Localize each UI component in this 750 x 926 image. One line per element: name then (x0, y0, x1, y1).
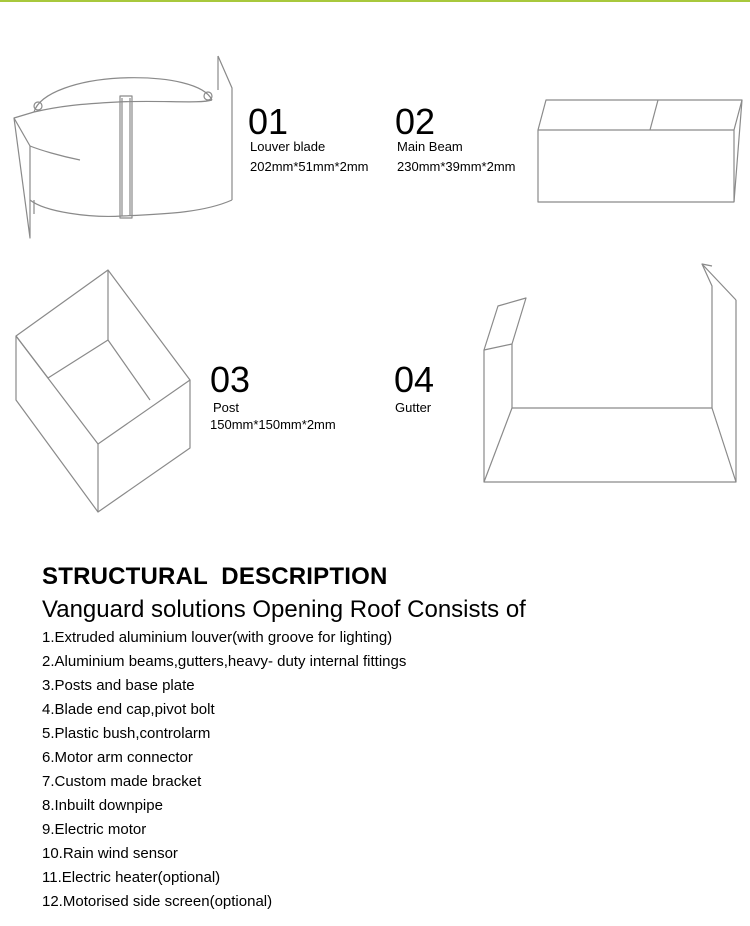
component-size: 230mm*39mm*2mm (397, 159, 516, 174)
list-item: 9.Electric motor (42, 821, 147, 838)
section-subheading: Vanguard solutions Opening Roof Consists of (42, 596, 526, 623)
list-item: 2.Aluminium beams,gutters,heavy- duty internal fittings (42, 653, 407, 670)
component-size: 202mm*51mm*2mm (250, 159, 369, 174)
list-item: 3.Posts and base plate (42, 677, 195, 694)
component-number: 04 (394, 359, 435, 400)
component-list (42, 626, 406, 914)
component-name: Main Beam (397, 139, 463, 154)
component-number: 03 (210, 359, 251, 400)
list-item: 11.Electric heater(optional) (42, 869, 221, 886)
component-size: 150mm*150mm*2mm (210, 417, 336, 432)
list-item: 10.Rain wind sensor (42, 845, 178, 862)
list-item: 12.Motorised side screen(optional) (42, 893, 273, 910)
component-number: 02 (395, 101, 436, 142)
component-name: Gutter (395, 400, 432, 415)
component-number: 01 (248, 101, 289, 142)
post-drawing (16, 270, 190, 512)
list-item: 5.Plastic bush,controlarm (42, 725, 211, 742)
list-item: 4.Blade end cap,pivot bolt (42, 701, 215, 718)
gutter-drawing (484, 264, 736, 482)
louver-blade-drawing (14, 56, 232, 238)
main-beam-drawing (538, 100, 742, 202)
section-heading: STRUCTURAL DESCRIPTION (42, 563, 388, 590)
list-item: 8.Inbuilt downpipe (42, 797, 163, 814)
list-item: 7.Custom made bracket (42, 773, 202, 790)
list-item: 6.Motor arm connector (42, 749, 193, 766)
component-name: Post (213, 400, 240, 415)
list-item: 1.Extruded aluminium louver(with groove for lighting) (42, 629, 393, 646)
component-name: Louver blade (250, 139, 326, 154)
